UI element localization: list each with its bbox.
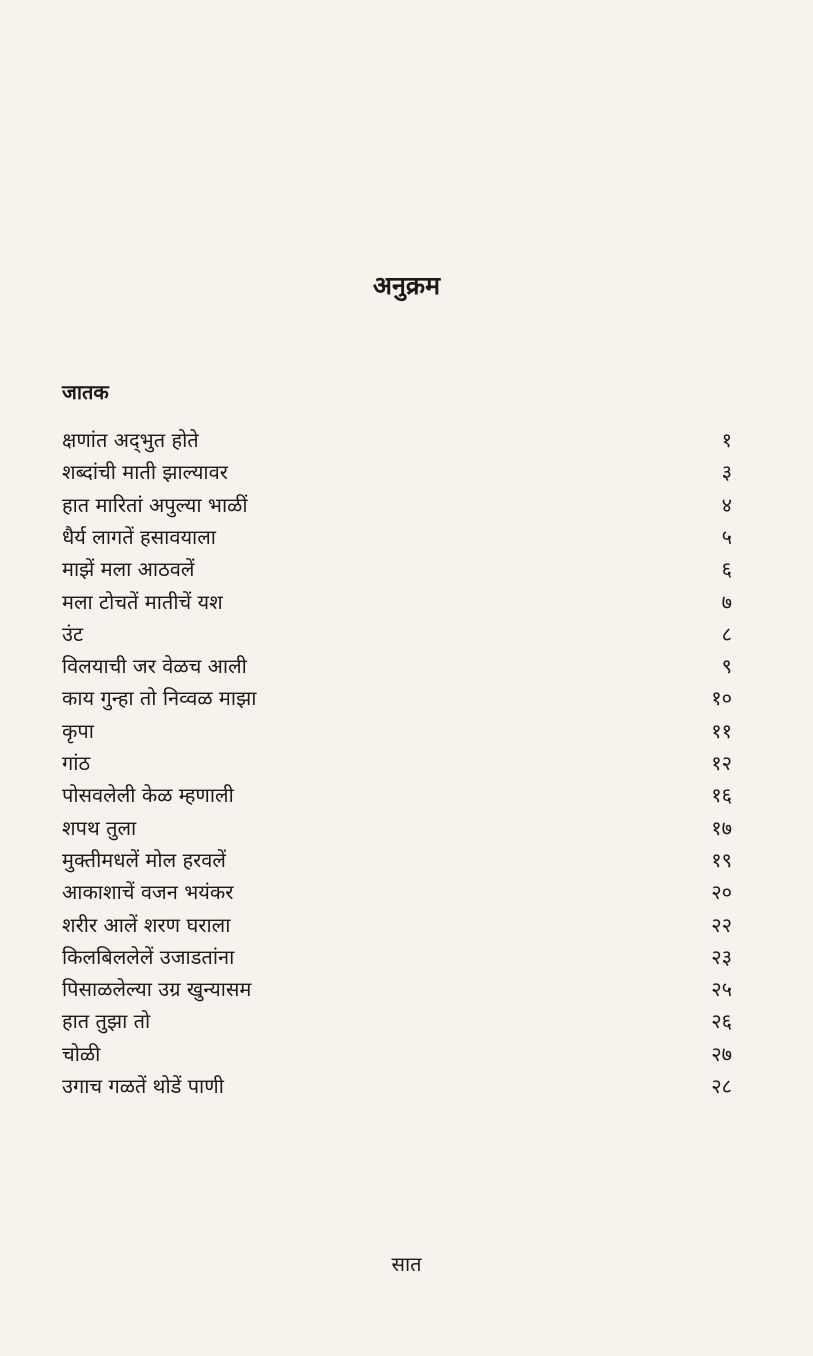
toc-entry-title: पोसवलेली केळ म्हणाली [62,783,234,808]
toc-entry [62,424,732,456]
toc-entry-page: ३ [721,460,732,485]
toc-entry-page: १९ [711,847,732,872]
toc-entry-page: १६ [711,783,732,808]
toc-entry-title: पिसाळलेल्या उग्र खुन्यासम [62,977,252,1002]
toc-entry-page: १२ [711,751,732,775]
toc-entry-page: २३ [711,944,732,969]
toc-entry-title: शब्दांची माती झाल्यावर [62,460,228,485]
toc-entry-title: क्षणांत अद्‌भुत होते [62,428,199,452]
toc-entry-page: ७ [721,589,732,614]
toc-entry-page: ४ [721,492,732,517]
toc-entry-page: ११ [711,718,732,743]
toc-entry-title: शरीर आलें शरण घराला [62,912,231,937]
toc-entry-title: उंट [62,621,84,646]
toc-entry-title: गांठ [62,751,91,775]
toc-entry [62,779,732,811]
toc-entry-title: चोळी [62,1041,101,1066]
toc-entry-title: मला टोचतें मातीचें यश [62,589,223,614]
toc-entry-page: २२ [711,912,732,937]
toc-entry-page: २६ [711,1009,732,1034]
toc-entry [62,941,732,973]
toc-entry [62,715,732,747]
toc-entry-title: कृपा [62,718,94,743]
toc-entry [62,844,732,876]
toc-entry-page: २७ [711,1041,732,1066]
toc-entry-title: उगाच गळतें थोडें पाणी [62,1074,224,1098]
toc-entry-title: शपथ तुला [62,815,137,840]
toc-entry [62,456,732,488]
section-heading: जातक [62,380,109,404]
toc-entry [62,1005,732,1037]
toc-entry [62,812,732,844]
toc-entry [62,973,732,1005]
toc-entry-title: किलबिललेलें उजाडतांना [62,944,235,969]
toc-entry-page: २० [711,880,732,905]
toc-entry-page: ८ [721,621,732,646]
toc-entry-title: आकाशाचें वजन भयंकर [62,880,234,905]
toc-entry-page: २८ [711,1074,732,1098]
toc-entry [62,586,732,618]
toc-entry-title: हात तुझा तो [62,1009,151,1034]
toc-entry [62,1038,732,1070]
toc-entry-title: माझें मला आठवलें [62,557,195,582]
toc-entry [62,747,732,779]
toc-entry-title: धैर्य लागतें हसावयाला [62,524,216,549]
toc-entry [62,909,732,941]
toc-entry-page: ५ [721,524,732,549]
toc-entry-title: विलयाची जर वेळच आली [62,654,247,679]
toc-entry-page: १ [721,428,732,452]
toc-entry-page: ९ [721,654,732,679]
toc-entry [62,618,732,650]
toc-entry [62,553,732,585]
toc-entry-title: काय गुन्हा तो निव्वळ माझा [62,686,257,711]
toc-entry-title: मुक्तीमधलें मोल हरवलें [62,847,226,872]
toc-entry [62,682,732,714]
toc-entry [62,876,732,908]
toc-entry-page: ६ [721,557,732,582]
page-number-footer: सात [391,1252,422,1276]
toc-entry [62,650,732,682]
toc-entry-title: हात मारितां अपुल्या भाळीं [62,492,248,517]
toc-entry [62,1070,732,1102]
page-title: अनुक्रम [372,271,441,300]
toc-entry-page: १७ [711,815,732,840]
toc-entry [62,489,732,521]
toc-entry [62,521,732,553]
toc-entry-page: २५ [711,977,732,1002]
toc-entry-page: १० [711,686,732,711]
